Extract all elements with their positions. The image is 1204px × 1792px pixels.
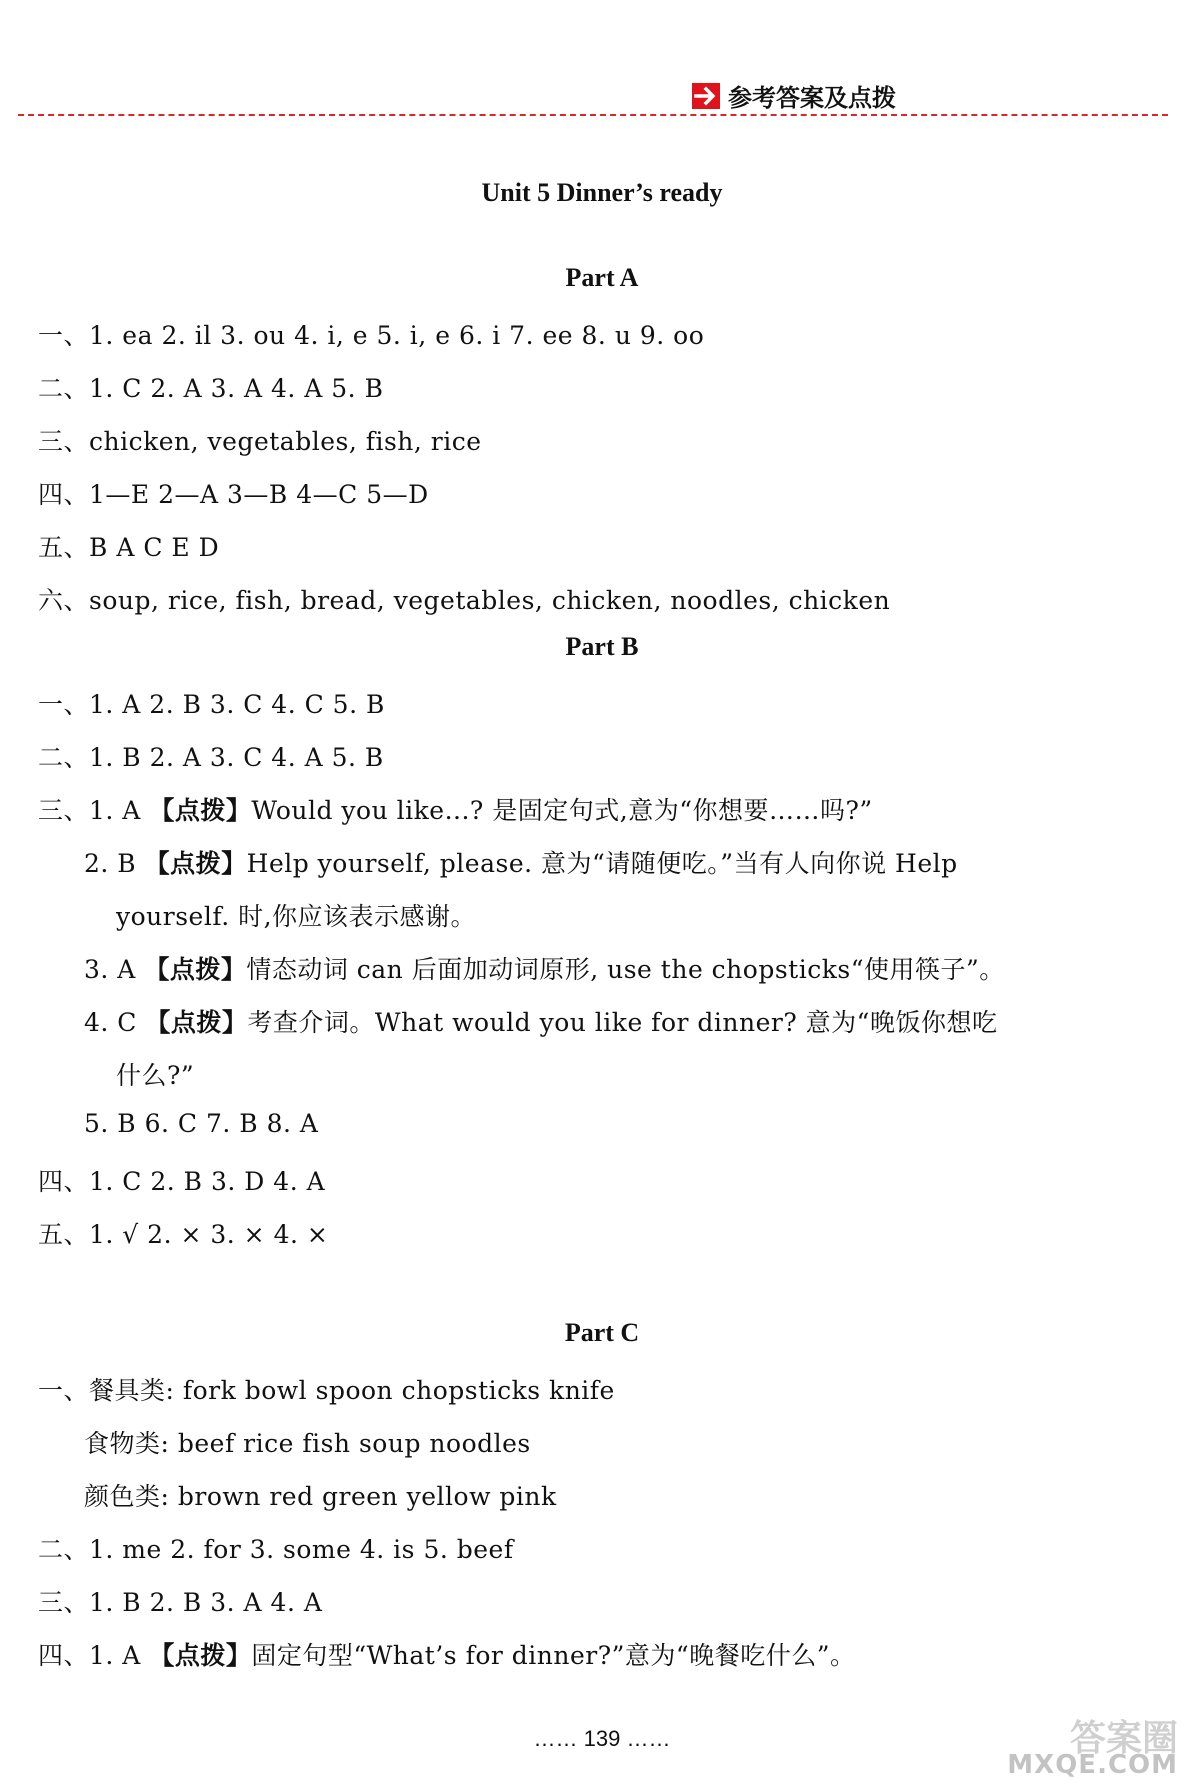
tip-text: Help yourself, please. 意为“请随便吃。”当有人向你说 Help [246, 849, 958, 878]
tip-label: 【点拨】 [145, 1008, 248, 1037]
page-number: …… 139 …… [533, 1726, 671, 1751]
tip-label: 【点拨】 [144, 955, 247, 984]
part-c-tableware: 一、餐具类: fork bowl spoon chopsticks knife [38, 1376, 615, 1405]
part-b-q3-2-cont: yourself. 时,你应该表示感谢。 [116, 902, 477, 931]
tip-label: 【点拨】 [149, 796, 252, 825]
unit-title: Unit 5 Dinner’s ready [481, 178, 723, 207]
watermark [994, 1710, 1184, 1780]
part-b-line-4: 四、1. C 2. B 3. D 4. A [38, 1167, 326, 1196]
part-a-line-3: 三、chicken, vegetables, fish, rice [38, 427, 482, 456]
answer-number: 四、1. A [38, 1641, 150, 1670]
part-a-line-6: 六、soup, rice, fish, bread, vegetables, chicken, noodles, chicken [38, 586, 891, 615]
tip-text: Would you like...? 是固定句式,意为“你想要……吗?” [251, 796, 873, 825]
part-b-q3-3 [84, 950, 1005, 986]
answer-number: 2. B [84, 849, 145, 878]
header-label [692, 78, 896, 113]
tip-label: 【点拨】 [144, 849, 247, 878]
part-c-heading: Part C [564, 1318, 640, 1347]
answer-number: 三、1. A [38, 796, 150, 825]
watermark-glyphs: 答案圈 [1069, 1718, 1178, 1759]
part-b-q3-4-cont: 什么?” [116, 1061, 195, 1090]
part-a-line-4: 四、1—E 2—A 3—B 4—C 5—D [38, 480, 429, 509]
part-c-line-3: 三、1. B 2. B 3. A 4. A [38, 1588, 323, 1617]
part-b-q3-2 [84, 844, 958, 880]
part-b-line-2: 二、1. B 2. A 3. C 4. A 5. B [38, 743, 384, 772]
part-a-line-2: 二、1. C 2. A 3. A 4. A 5. B [38, 374, 384, 403]
tip-text: 固定句型“What’s for dinner?”意为“晚餐吃什么”。 [251, 1641, 856, 1670]
tip-label: 【点拨】 [149, 1641, 252, 1670]
part-c-line-2: 二、1. me 2. for 3. some 4. is 5. beef [38, 1535, 514, 1564]
part-c-colour: 颜色类: brown red green yellow pink [84, 1482, 557, 1511]
part-b-line-1: 一、1. A 2. B 3. C 4. C 5. B [38, 690, 385, 719]
tip-text: 考查介词。What would you like for dinner? 意为“晚饭你想吃 [247, 1008, 998, 1037]
answer-number: 4. C [84, 1008, 146, 1037]
tip-text: 情态动词 can 后面加动词原形, use the chopsticks“使用筷子”。 [246, 955, 1005, 984]
arrow-right-icon [692, 83, 720, 109]
part-b-q3-rest: 5. B 6. C 7. B 8. A [84, 1109, 319, 1138]
header-text: 参考答案及点拨 [728, 84, 896, 112]
header-divider [18, 114, 1168, 116]
part-c-q4-1 [38, 1636, 855, 1672]
answer-number: 3. A [84, 955, 145, 984]
part-b-q3-4 [84, 1003, 997, 1039]
part-b-line-5: 五、1. √ 2. × 3. × 4. × [38, 1220, 329, 1249]
part-b-q3-1 [38, 791, 873, 827]
part-b-heading: Part B [565, 632, 639, 661]
part-a-heading: Part A [565, 263, 639, 292]
part-a-line-1: 一、1. ea 2. il 3. ou 4. i, e 5. i, e 6. i 7. ee 8. u 9. oo [38, 321, 705, 350]
part-c-food: 食物类: beef rice fish soup noodles [84, 1429, 531, 1458]
part-a-line-5: 五、B A C E D [38, 533, 220, 562]
watermark-site: MXQE.COM [1007, 1750, 1178, 1780]
